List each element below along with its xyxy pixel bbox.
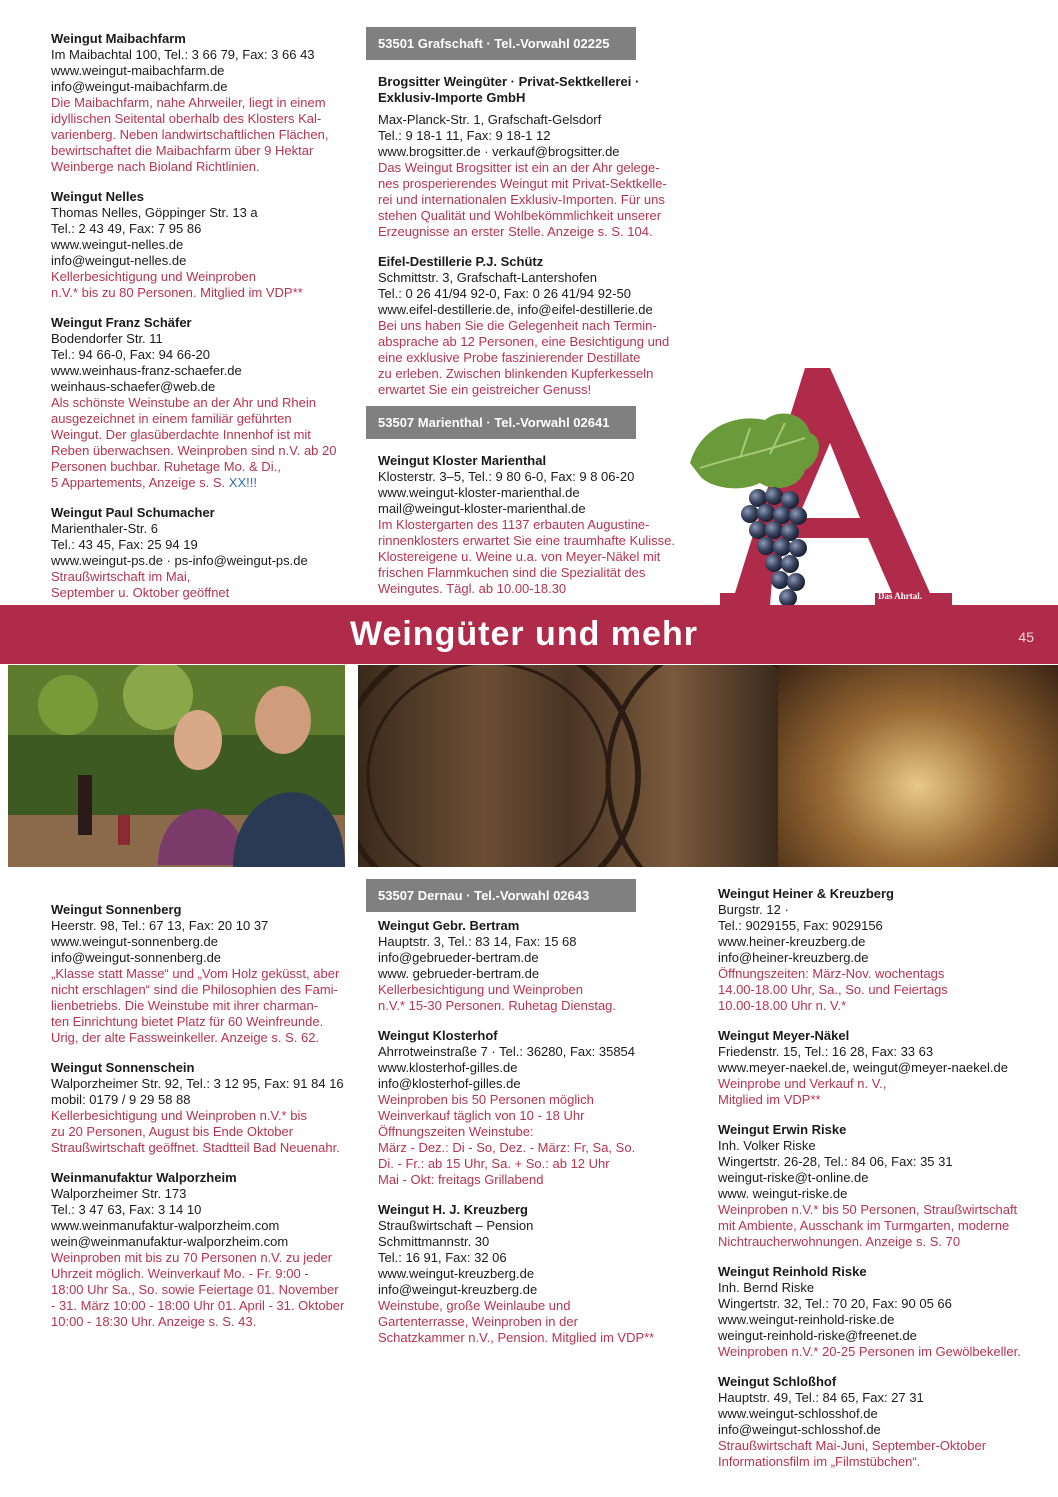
email-link[interactable]: info@weingut-sonnenberg.de xyxy=(51,950,222,965)
entry-name: Weingut Sonnenberg xyxy=(51,902,182,917)
desc-line: ten Einrichtung bietet Platz für 60 Weinfreunde. xyxy=(51,1014,324,1029)
desc-line: Mitglied im VDP** xyxy=(718,1092,821,1107)
entry-name: Weingut Nelles xyxy=(51,189,144,204)
desc-line: Öffnungszeiten: März-Nov. wochentags xyxy=(718,966,945,981)
desc-line: „Klasse statt Masse“ und „Vom Holz geküsst, aber xyxy=(51,966,340,981)
email-link[interactable]: info@weingut-kreuzberg.de xyxy=(378,1282,538,1297)
desc-line: zu 20 Personen, August bis Ende Oktober xyxy=(51,1124,294,1139)
website-link[interactable]: www. weingut-riske.de xyxy=(718,1186,848,1201)
page-reference: XX!!! xyxy=(228,475,257,490)
desc-line: lienbetriebs. Die Weinstube mit ihrer charman- xyxy=(51,998,319,1013)
website-link[interactable]: www. gebrueder-bertram.de xyxy=(378,966,540,981)
desc-line: Erzeugnisse an erster Stelle. Anzeige s. S. 104. xyxy=(378,224,653,239)
address-line: Walporzheimer Str. 92, Tel.: 3 12 95, Fax: 91 84 16 xyxy=(51,1076,344,1091)
desc-line: Straußwirtschaft im Mai, xyxy=(51,569,191,584)
region-header-dernau: 53507 Dernau · Tel.-Vorwahl 02643 xyxy=(366,879,636,912)
phone-line: Tel.: 9029155, Fax: 9029156 xyxy=(718,918,883,933)
desc-line: absprache ab 12 Personen, eine Besichtigung und xyxy=(378,334,670,349)
desc-line: Weinproben n.V.* 20-25 Personen im Gewölbekeller. xyxy=(718,1344,1021,1359)
entry-description xyxy=(378,1298,696,1346)
email-link[interactable]: mail@weingut-kloster-marienthal.de xyxy=(378,501,586,516)
desc-line: stehen Qualität und Wohlbekömmlichkeit unserer xyxy=(378,208,662,223)
entry-description xyxy=(51,95,356,175)
col2-bottom xyxy=(366,879,696,1360)
entry-maibachfarm xyxy=(51,31,356,175)
entry-brogsitter xyxy=(378,74,686,240)
col1-bottom xyxy=(51,902,361,1344)
email-link[interactable]: info@weingut-maibachfarm.de xyxy=(51,79,228,94)
col1-top xyxy=(51,31,356,615)
desc-line: Schatzkammer n.V., Pension. Mitglied im VDP** xyxy=(378,1330,655,1345)
desc-line: bewirtschaftet die Maibachfarm über 9 Hektar xyxy=(51,143,314,158)
region-header-marienthal: 53507 Marienthal · Tel.-Vorwahl 02641 xyxy=(366,406,636,439)
desc-line: Informationsfilm im „Filmstübchen“. xyxy=(718,1454,921,1469)
email-link[interactable]: info@weingut-schlosshof.de xyxy=(718,1422,881,1437)
subtitle-line: Straußwirtschaft – Pension xyxy=(378,1218,534,1233)
address-line: Heerstr. 98, Tel.: 67 13, Fax: 20 10 37 xyxy=(51,918,269,933)
entry-eifel-destillerie xyxy=(378,254,686,398)
entry-name: Weingut Reinhold Riske xyxy=(718,1264,867,1279)
address-line: Marienthaler-Str. 6 xyxy=(51,521,158,536)
desc-line: Weinproben mit bis zu 70 Personen n.V. zu jeder xyxy=(51,1250,333,1265)
email-link[interactable]: weinhaus-schaefer@web.de xyxy=(51,379,216,394)
web-email-line[interactable]: www.eifel-destillerie.de, info@eifel-destillerie.de xyxy=(378,302,653,317)
page-number: 45 xyxy=(1018,629,1034,645)
region-header-grafschaft: 53501 Grafschaft · Tel.-Vorwahl 02225 xyxy=(366,27,636,60)
desc-line: Öffnungszeiten Weinstube: xyxy=(378,1124,534,1139)
logo-tagline: Das Ahrtal. xyxy=(878,591,923,601)
web-email-line[interactable]: www.brogsitter.de · verkauf@brogsitter.de xyxy=(378,144,620,159)
entry-description xyxy=(378,1092,696,1188)
desc-line: Klostereigene u. Weine u.a. von Meyer-Näkel mit xyxy=(378,549,661,564)
desc-line: frischen Flammkuchen sind die Spezialität des xyxy=(378,565,646,580)
entry-description xyxy=(51,966,361,1046)
entry-paul-schumacher xyxy=(51,505,356,601)
entry-description xyxy=(378,517,686,597)
desc-line: varienberg. Neben landwirtschaftlichen Flächen, xyxy=(51,127,329,142)
entry-kloster-marienthal xyxy=(378,453,686,597)
desc-line: Weinproben n.V.* bis 50 Personen, Straußwirtschaft xyxy=(718,1202,1018,1217)
region-entries xyxy=(366,918,696,1346)
email-link[interactable]: wein@weinmanufaktur-walporzheim.com xyxy=(51,1234,289,1249)
address-line: Ahrrotweinstraße 7 · Tel.: 36280, Fax: 35854 xyxy=(378,1044,636,1059)
desc-line: Weinproben bis 50 Personen möglich xyxy=(378,1092,594,1107)
website-link[interactable]: www.klosterhof-gilles.de xyxy=(378,1060,518,1075)
address-line: Max-Planck-Str. 1, Grafschaft-Gelsdorf xyxy=(378,112,602,127)
entry-description xyxy=(718,1438,1053,1470)
desc-line: Weinverkauf täglich von 10 - 18 Uhr xyxy=(378,1108,585,1123)
entry-name: Weinmanufaktur Walporzheim xyxy=(51,1170,237,1185)
email-link[interactable]: info@klosterhof-gilles.de xyxy=(378,1076,521,1091)
desc-line: nes prosperierendes Weingut mit Privat-Sektkelle- xyxy=(378,176,667,191)
phone-line: Tel.: 0 26 41/94 92-0, Fax: 0 26 41/94 92-50 xyxy=(378,286,631,301)
address-line: Schmittstr. 3, Grafschaft-Lantershofen xyxy=(378,270,597,285)
entry-walporzheim xyxy=(51,1170,361,1330)
desc-line: erwartet Sie ein geistreicher Genuss! xyxy=(378,382,592,397)
entry-name: Weingut Franz Schäfer xyxy=(51,315,192,330)
email-link[interactable]: info@heiner-kreuzberg.de xyxy=(718,950,869,965)
page-title: Weingüter und mehr xyxy=(350,615,698,653)
email-link[interactable]: info@weingut-nelles.de xyxy=(51,253,187,268)
entry-description xyxy=(51,569,356,601)
entry-description xyxy=(51,1108,361,1156)
desc-line: n.V.* bis zu 80 Personen. Mitglied im VDP** xyxy=(51,285,303,300)
phone-line: Tel.: 43 45, Fax: 25 94 19 xyxy=(51,537,198,552)
desc-line: Im Klostergarten des 1137 erbauten Augustine- xyxy=(378,517,650,532)
phone-line: Tel.: 16 91, Fax: 32 06 xyxy=(378,1250,507,1265)
entry-description xyxy=(51,269,356,301)
phone-line: Tel.: 9 18-1 11, Fax: 9 18-1 12 xyxy=(378,128,551,143)
entry-klosterhof xyxy=(378,1028,696,1188)
entry-reinhold-riske xyxy=(718,1264,1053,1360)
grape-leaf-icon xyxy=(690,414,819,489)
website-link[interactable]: www.weingut-maibachfarm.de xyxy=(51,63,225,78)
desc-line: September u. Oktober geöffnet xyxy=(51,585,230,600)
mobile-line: mobil: 0179 / 9 29 58 88 xyxy=(51,1092,191,1107)
website-link[interactable]: www.weingut-sonnenberg.de xyxy=(51,934,218,949)
address-line: Wingertstr. 32, Tel.: 70 20, Fax: 90 05 66 xyxy=(718,1296,952,1311)
desc-line: Straußwirtschaft geöffnet. Stadtteil Bad Neuenahr. xyxy=(51,1140,340,1155)
desc-line: 18:00 Uhr Sa., So. sowie Feiertage 01. November xyxy=(51,1282,339,1297)
desc-line: n.V.* 15-30 Personen. Ruhetag Dienstag. xyxy=(378,998,617,1013)
address-line: Klosterstr. 3–5, Tel.: 9 80 6-0, Fax: 9 8 06-20 xyxy=(378,469,635,484)
desc-line: Kellerbesichtigung und Weinproben n.V.* bis xyxy=(51,1108,307,1123)
website-link[interactable]: www.weinmanufaktur-walporzheim.com xyxy=(51,1218,280,1233)
desc-line: 10.00-18.00 Uhr n. V.* xyxy=(718,998,847,1013)
entry-description xyxy=(378,318,686,398)
web-email-line[interactable]: www.meyer-naekel.de, weingut@meyer-naekel.de xyxy=(718,1060,1008,1075)
web-email-line[interactable]: www.weingut-ps.de · ps-info@weingut-ps.de xyxy=(51,553,308,568)
letter-a-shape xyxy=(720,368,952,606)
entry-name: Weingut Kloster Marienthal xyxy=(378,453,547,468)
entry-description xyxy=(718,1344,1053,1360)
desc-line: Urig, der alte Fassweinkeller. Anzeige s. S. 62. xyxy=(51,1030,320,1045)
desc-line: zu erleben. Zwischen blinkenden Kupferkesseln xyxy=(378,366,654,381)
entry-sonnenschein xyxy=(51,1060,361,1156)
desc-line: Das Weingut Brogsitter ist ein an der Ahr gelege- xyxy=(378,160,660,175)
phone-line: Tel.: 2 43 49, Fax: 7 95 86 xyxy=(51,221,202,236)
entry-description xyxy=(718,1076,1053,1108)
entry-description xyxy=(718,1202,1053,1250)
email-link[interactable]: weingut-reinhold-riske@freenet.de xyxy=(718,1328,917,1343)
desc-line: Di. - Fr.: ab 15 Uhr, Sa. + So.: ab 12 Uhr xyxy=(378,1156,610,1171)
address-line: Friedenstr. 15, Tel.: 16 28, Fax: 33 63 xyxy=(718,1044,934,1059)
address-line: Bodendorfer Str. 11 xyxy=(51,331,163,346)
entry-schlosshof xyxy=(718,1374,1053,1470)
entry-name: Exklusiv-Importe GmbH xyxy=(378,90,526,105)
desc-line: Weingutes. Tägl. ab 10.00-18.30 xyxy=(378,581,567,596)
desc-line: Kellerbesichtigung und Weinproben xyxy=(51,269,257,284)
entry-name: Weingut Klosterhof xyxy=(378,1028,498,1043)
entry-description xyxy=(378,160,686,240)
desc-line: März - Dez.: Di - So, Dez. - März: Fr, Sa, So. xyxy=(378,1140,636,1155)
website-link[interactable]: www.weingut-reinhold-riske.de xyxy=(718,1312,895,1327)
address-line: Hauptstr. 49, Tel.: 84 65, Fax: 27 31 xyxy=(718,1390,924,1405)
website-link[interactable]: www.heiner-kreuzberg.de xyxy=(718,934,866,949)
address-line: Walporzheimer Str. 173 xyxy=(51,1186,187,1201)
entry-franz-schaefer xyxy=(51,315,356,491)
couple-photo xyxy=(8,665,345,867)
desc-line: rei und internationalen Exklusiv-Importen. Für uns xyxy=(378,192,665,207)
desc-line: Weinberge nach Bioland Richtlinien. xyxy=(51,159,260,174)
col3-bottom xyxy=(718,886,1053,1484)
desc-line: - 31. März 10:00 - 18:00 Uhr 01. April - 31. Oktober xyxy=(51,1298,345,1313)
owner-line: Inh. Volker Riske xyxy=(718,1138,816,1153)
entry-hj-kreuzberg xyxy=(378,1202,696,1346)
desc-line: Uhrzeit möglich. Weinverkauf Mo. - Fr. 9:00 - xyxy=(51,1266,309,1281)
entry-sonnenberg xyxy=(51,902,361,1046)
desc-line: mit Ambiente, Ausschank im Turmgarten, moderne xyxy=(718,1218,1010,1233)
desc-line: nicht erschlagen“ sind die Philosophien des Fami- xyxy=(51,982,338,997)
desc-text: 5 Appartements, Anzeige s. S. xyxy=(51,475,229,490)
desc-line: eine exklusive Probe faszinierender Destillate xyxy=(378,350,641,365)
desc-line: Nichtraucherwohnungen. Anzeige s. S. 70 xyxy=(718,1234,961,1249)
entry-description xyxy=(51,1250,361,1330)
desc-line: Weinstube, große Weinlaube und xyxy=(378,1298,571,1313)
website-link[interactable]: www.weingut-kreuzberg.de xyxy=(378,1266,535,1281)
entry-name: Brogsitter Weingüter · Privat-Sektkellerei · xyxy=(378,74,640,89)
entry-description xyxy=(378,982,696,1014)
desc-line: 10:00 - 18:30 Uhr. Anzeige s. S. 43. xyxy=(51,1314,257,1329)
entry-name: Weingut Heiner & Kreuzberg xyxy=(718,886,895,901)
entry-erwin-riske xyxy=(718,1122,1053,1250)
entry-name: Weingut Paul Schumacher xyxy=(51,505,215,520)
barrel-graphic xyxy=(358,665,778,867)
desc-line: rinnenklosters erwartet Sie eine traumhafte Kulisse. xyxy=(378,533,675,548)
entry-nelles xyxy=(51,189,356,301)
address-line: Thomas Nelles, Göppinger Str. 13 a xyxy=(51,205,258,220)
address-line: Im Maibachtal 100, Tel.: 3 66 79, Fax: 3 66 43 xyxy=(51,47,315,62)
desc-line: Weinprobe und Verkauf n. V., xyxy=(718,1076,887,1091)
phone-line: Tel.: 3 47 63, Fax: 3 14 10 xyxy=(51,1202,202,1217)
address-line: Hauptstr. 3, Tel.: 83 14, Fax: 15 68 xyxy=(378,934,577,949)
address-line: Burgstr. 12 · xyxy=(718,902,789,917)
website-link[interactable]: www.weingut-schlosshof.de xyxy=(718,1406,878,1421)
desc-line: Straußwirtschaft Mai-Juni, September-Oktober xyxy=(718,1438,987,1453)
entry-name: Weingut Schloßhof xyxy=(718,1374,837,1389)
owner-line: Inh. Bernd Riske xyxy=(718,1280,815,1295)
desc-line: Bei uns haben Sie die Gelegenheit nach Termin- xyxy=(378,318,657,333)
entry-name: Weingut Erwin Riske xyxy=(718,1122,847,1137)
col2-top xyxy=(366,27,686,611)
entry-heiner-kreuzberg xyxy=(718,886,1053,1014)
address-line: Schmittmannstr. 30 xyxy=(378,1234,490,1249)
desc-line: Als schönste Weinstube an der Ahr und Rhein xyxy=(51,395,316,410)
desc-line: 14.00-18.00 Uhr, Sa., So. und Feiertags xyxy=(718,982,948,997)
desc-line: Mai - Okt: freitags Grillabend xyxy=(378,1172,544,1187)
desc-line: ausgezeichnet in einem familiär geführten xyxy=(51,411,292,426)
website-link[interactable]: www.weinhaus-franz-schaefer.de xyxy=(51,363,242,378)
cellar-photo xyxy=(778,665,1058,867)
email-link[interactable]: info@gebrueder-bertram.de xyxy=(378,950,539,965)
entry-description xyxy=(718,966,1053,1014)
entry-name: Weingut Maibachfarm xyxy=(51,31,186,46)
entry-name: Weingut Gebr. Bertram xyxy=(378,918,520,933)
desc-line: Gartenterrasse, Weinproben in der xyxy=(378,1314,578,1329)
desc-line: Die Maibachfarm, nahe Ahrweiler, liegt in einem xyxy=(51,95,326,110)
region-entries xyxy=(366,453,686,597)
entry-description xyxy=(51,395,356,491)
entry-name: Eifel-Destillerie P.J. Schütz xyxy=(378,254,544,269)
address-line: Wingertstr. 26-28, Tel.: 84 06, Fax: 35 31 xyxy=(718,1154,953,1169)
website-link[interactable]: www.weingut-nelles.de xyxy=(51,237,184,252)
email-link[interactable]: weingut-riske@t-online.de xyxy=(718,1170,869,1185)
desc-line xyxy=(51,475,356,491)
desc-line: Personen buchbar. Ruhetage Mo. & Di., xyxy=(51,459,281,474)
phone-line: Tel.: 94 66-0, Fax: 94 66-20 xyxy=(51,347,210,362)
website-link[interactable]: www.weingut-kloster-marienthal.de xyxy=(378,485,580,500)
entry-meyer-naekel xyxy=(718,1028,1053,1108)
entry-name: Weingut H. J. Kreuzberg xyxy=(378,1202,528,1217)
entry-name: Weingut Sonnenschein xyxy=(51,1060,195,1075)
region-entries xyxy=(366,74,686,398)
barrel-photo xyxy=(358,665,778,867)
desc-line: idyllischen Seitental oberhalb des Klosters Kal- xyxy=(51,111,322,126)
desc-line: Kellerbesichtigung und Weinproben xyxy=(378,982,584,997)
desc-line: Weingut. Der glasüberdachte Innenhof ist mit xyxy=(51,427,311,442)
entry-name: Weingut Meyer-Näkel xyxy=(718,1028,850,1043)
desc-line: Reben überwachsen. Weinproben sind n.V. ab 20 xyxy=(51,443,337,458)
entry-gebr-bertram xyxy=(378,918,696,1014)
